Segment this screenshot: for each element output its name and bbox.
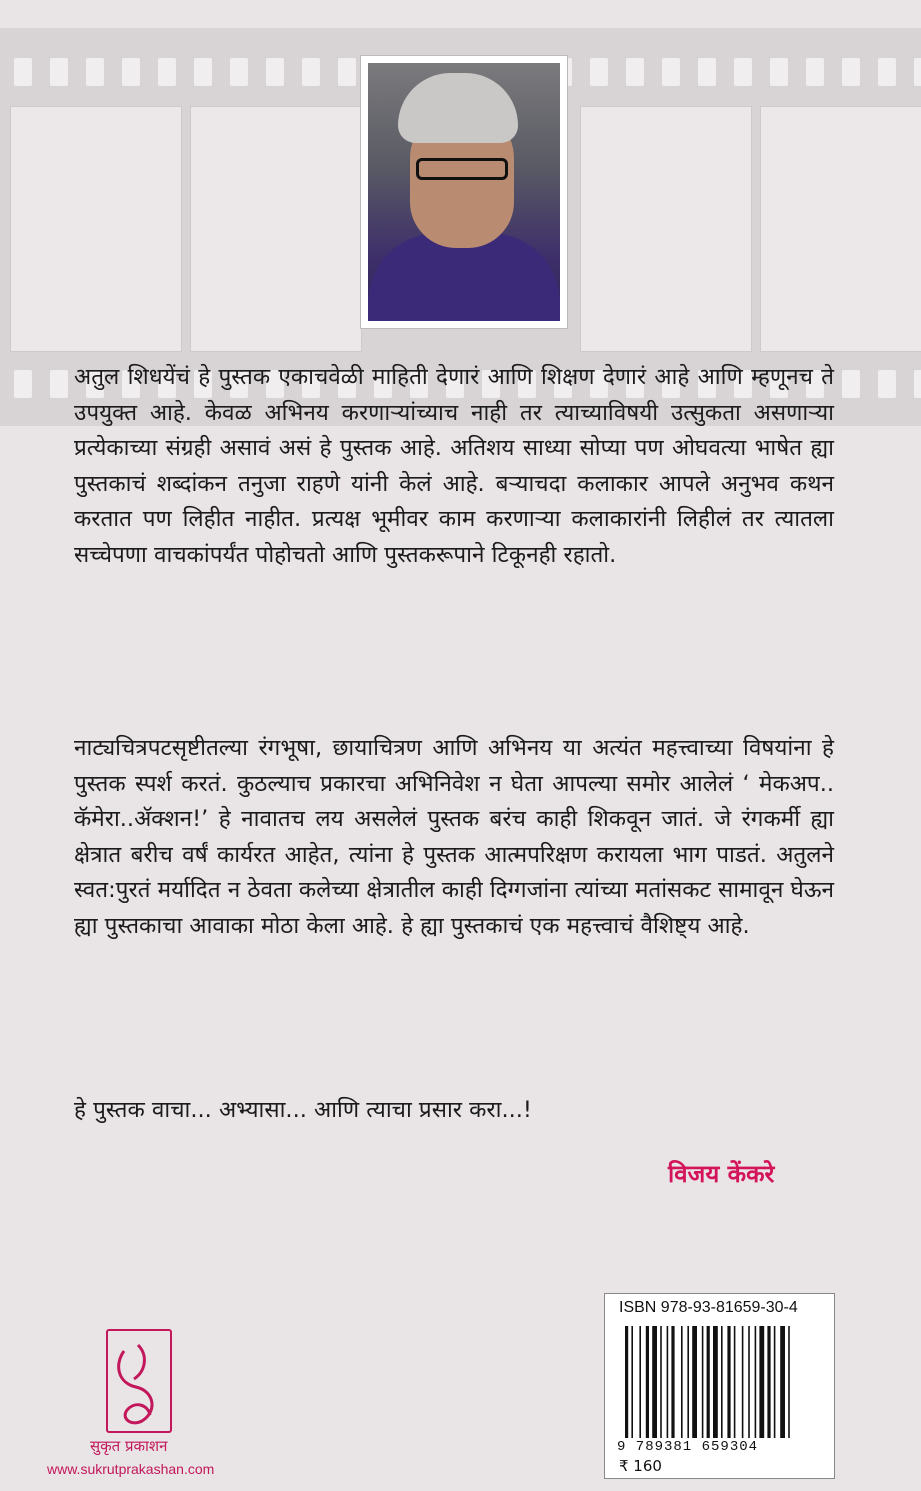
sprocket-hole xyxy=(50,58,68,86)
publisher-name: सुकृत प्रकाशन xyxy=(90,1437,168,1455)
portrait-photo xyxy=(368,63,560,321)
signature: विजय केंकरे xyxy=(668,1160,775,1188)
sprocket-hole xyxy=(914,58,921,86)
sprocket-hole xyxy=(86,58,104,86)
barcode-icon xyxy=(625,1326,821,1438)
barcode-bar xyxy=(631,1326,633,1438)
sprocket-hole xyxy=(14,58,32,86)
logo-swirl-icon xyxy=(108,1331,170,1431)
film-frame xyxy=(760,106,921,352)
barcode-bar xyxy=(687,1326,689,1438)
sprocket-hole xyxy=(770,58,788,86)
publisher-logo-icon xyxy=(106,1329,172,1433)
sprocket-hole xyxy=(734,58,752,86)
barcode-box xyxy=(604,1293,835,1479)
barcode-bar xyxy=(707,1326,710,1438)
sprocket-hole xyxy=(338,58,356,86)
price-text: ₹ 160 xyxy=(619,1457,662,1475)
barcode-digits: 9 789381 659304 xyxy=(617,1439,759,1455)
sprocket-hole xyxy=(266,58,284,86)
barcode-bar xyxy=(748,1326,750,1438)
sprocket-hole xyxy=(662,58,680,86)
sprocket-hole xyxy=(806,58,824,86)
sprocket-hole xyxy=(122,58,140,86)
sprocket-hole xyxy=(158,58,176,86)
sprocket-hole xyxy=(14,370,32,398)
sprocket-hole xyxy=(626,58,644,86)
barcode-bar xyxy=(625,1326,628,1438)
portrait-glasses xyxy=(416,158,508,180)
blurb-paragraph-3: हे पुस्तक वाचा... अभ्यासा... आणि त्याचा प्रसार करा...! xyxy=(74,1097,532,1123)
sprocket-hole xyxy=(914,370,921,398)
author-portrait xyxy=(360,55,568,329)
film-frame xyxy=(10,106,182,352)
sprocket-hole xyxy=(878,58,896,86)
sprocket-hole xyxy=(698,58,716,86)
sprocket-hole xyxy=(230,58,248,86)
barcode-bar xyxy=(681,1326,683,1438)
barcode-bar xyxy=(646,1326,649,1438)
isbn-text: ISBN 978-93-81659-30-4 xyxy=(619,1299,798,1316)
barcode-bar xyxy=(721,1326,723,1438)
sprocket-hole xyxy=(878,370,896,398)
barcode-bar xyxy=(671,1326,674,1438)
barcode-bar xyxy=(702,1326,704,1438)
barcode-bar xyxy=(780,1326,785,1438)
barcode-bar xyxy=(788,1326,790,1438)
sprocket-hole xyxy=(842,370,860,398)
barcode-bar xyxy=(774,1326,776,1438)
barcode-bar xyxy=(667,1326,669,1438)
barcode-bar xyxy=(639,1326,641,1438)
film-frame xyxy=(580,106,752,352)
barcode-bar xyxy=(755,1326,757,1438)
barcode-bar xyxy=(652,1326,657,1438)
barcode-bar xyxy=(660,1326,662,1438)
barcode-bar xyxy=(767,1326,770,1438)
barcode-bar xyxy=(734,1326,736,1438)
portrait-hair xyxy=(398,73,518,143)
barcode-bar xyxy=(742,1326,744,1438)
publisher-url[interactable]: www.sukrutprakashan.com xyxy=(47,1461,215,1477)
barcode-bar xyxy=(759,1326,764,1438)
barcode-bar xyxy=(713,1326,718,1438)
blurb-paragraph-1: अतुल शिधयेंचं हे पुस्तक एकाचवेळी माहिती देणारं आणि शिक्षण देणारं आहे आणि म्हणूनच ते उपयुक्त आहे. केवळ अभिनय करणाऱ्यांच्याच नाही तर त्याच्याविषयी उत्सुकता असणाऱ्या प्रत्येकाच्या संग्रही असावं असं हे पुस्तक आहे. अतिशय साध्या सोप्या पण ओघवत्या भाषेत ह्या पुस्तकाचं शब्दांकन तनुजा राहणे यांनी केलं आहे. बऱ्याचदा कलाकार आपले अनुभव कथन करतात पण लिहीत नाहीत. प्रत्यक्ष भूमीवर काम करणाऱ्या कलाकारांनी लिहीलं तर त्यातला सच्चेपणा वाचकांपर्यंत पोहोचतो आणि पुस्तकरूपाने टिकूनही रहातो. xyxy=(74,364,834,568)
sprocket-hole xyxy=(590,58,608,86)
sprocket-hole xyxy=(842,58,860,86)
barcode-bar xyxy=(692,1326,697,1438)
sprocket-hole xyxy=(302,58,320,86)
blurb-paragraph-2: नाट्यचित्रपटसृष्टीतल्या रंगभूषा, छायाचित्रण आणि अभिनय या अत्यंत महत्त्वाच्या विषयांना हे पुस्तक स्पर्श करतं. कुठल्याच प्रकारचा अभिनिवेश न घेता आपल्या समोर आलेलं ‘ मेकअप.. कॅमेरा..ॲक्शन!’ हे नावातच लय असलेलं पुस्तक बरंच काही शिकवून जातं. जे रंगकर्मी ह्या क्षेत्रात बरीच वर्षं कार्यरत आहेत, त्यांना हे पुस्तक आत्मपरिक्षण करायला भाग पाडतं. अतुलने स्वत:पुरतं मर्यादित न ठेवता कलेच्या क्षेत्रातील काही दिग्गजांना त्यांच्या मतांसकट सामावून घेऊन ह्या पुस्तकाचा आवाका मोठा केला आहे. हे ह्या पुस्तकाचं एक महत्त्वाचं वैशिष्ट्य आहे. xyxy=(74,735,834,939)
sprocket-hole xyxy=(194,58,212,86)
barcode-bar xyxy=(727,1326,730,1438)
sprocket-hole xyxy=(50,370,68,398)
film-frame xyxy=(190,106,362,352)
